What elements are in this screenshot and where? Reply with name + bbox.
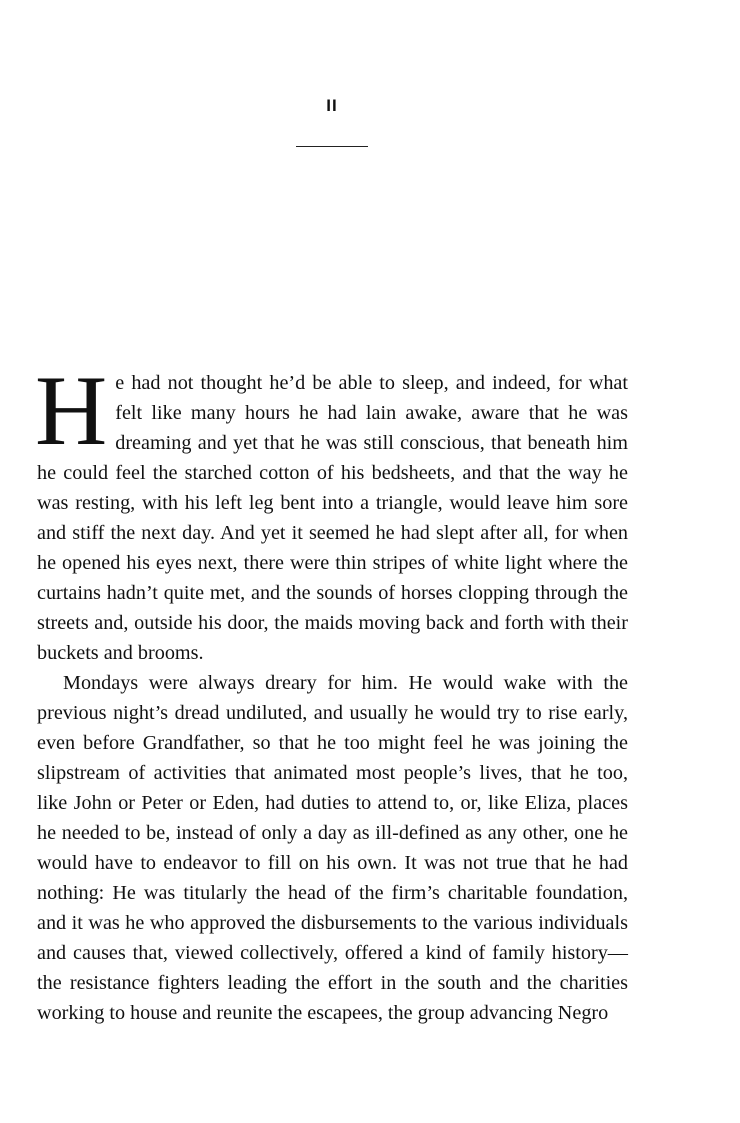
chapter-number: II (326, 96, 338, 115)
paragraph-2: Mondays were always dreary for him. He would wake with the previous night’s dread undiluted, and usually he would try to rise early, even before Grandfather, so that he too might feel he was joining the slipstream of activities that animated most people’s lives, that he too, like John or Peter or Eden, had duties to attend to, or, like Eliza, places he needed to be, instead of only a day as ill-defined as any other, one he would have to endeavor to fill on his own. It was not true that he had nothing: He was titularly the head of the firm’s charitable foundation, and it was he who approved the disbursements to the various individuals and causes that, viewed collectively, offered a kind of family history—the resistance fighters leading the effort in the south and the charities working to house and reunite the escapees, the group advancing Negro (37, 672, 628, 1024)
drop-cap: H (35, 355, 108, 466)
body-text (35, 355, 628, 1028)
paragraph-1 (35, 355, 628, 668)
chapter-rule (296, 146, 368, 147)
paragraph-1-text: e had not thought he’d be able to sleep, and indeed, for what felt like many hours he had lain awake, aware that he was dreaming and yet that he was still conscious, that beneath him he could feel the starched cotton of his bedsheets, and that the way he was resting, with his left leg bent into a triangle, would leave him sore and stiff the next day. And yet it seemed he had slept after all, for when he opened his eyes next, there were thin stripes of white light where the curtains hadn’t quite met, and the sounds of horses clopping through the streets and, outside his door, the maids moving back and forth with their buckets and brooms. (37, 372, 628, 664)
